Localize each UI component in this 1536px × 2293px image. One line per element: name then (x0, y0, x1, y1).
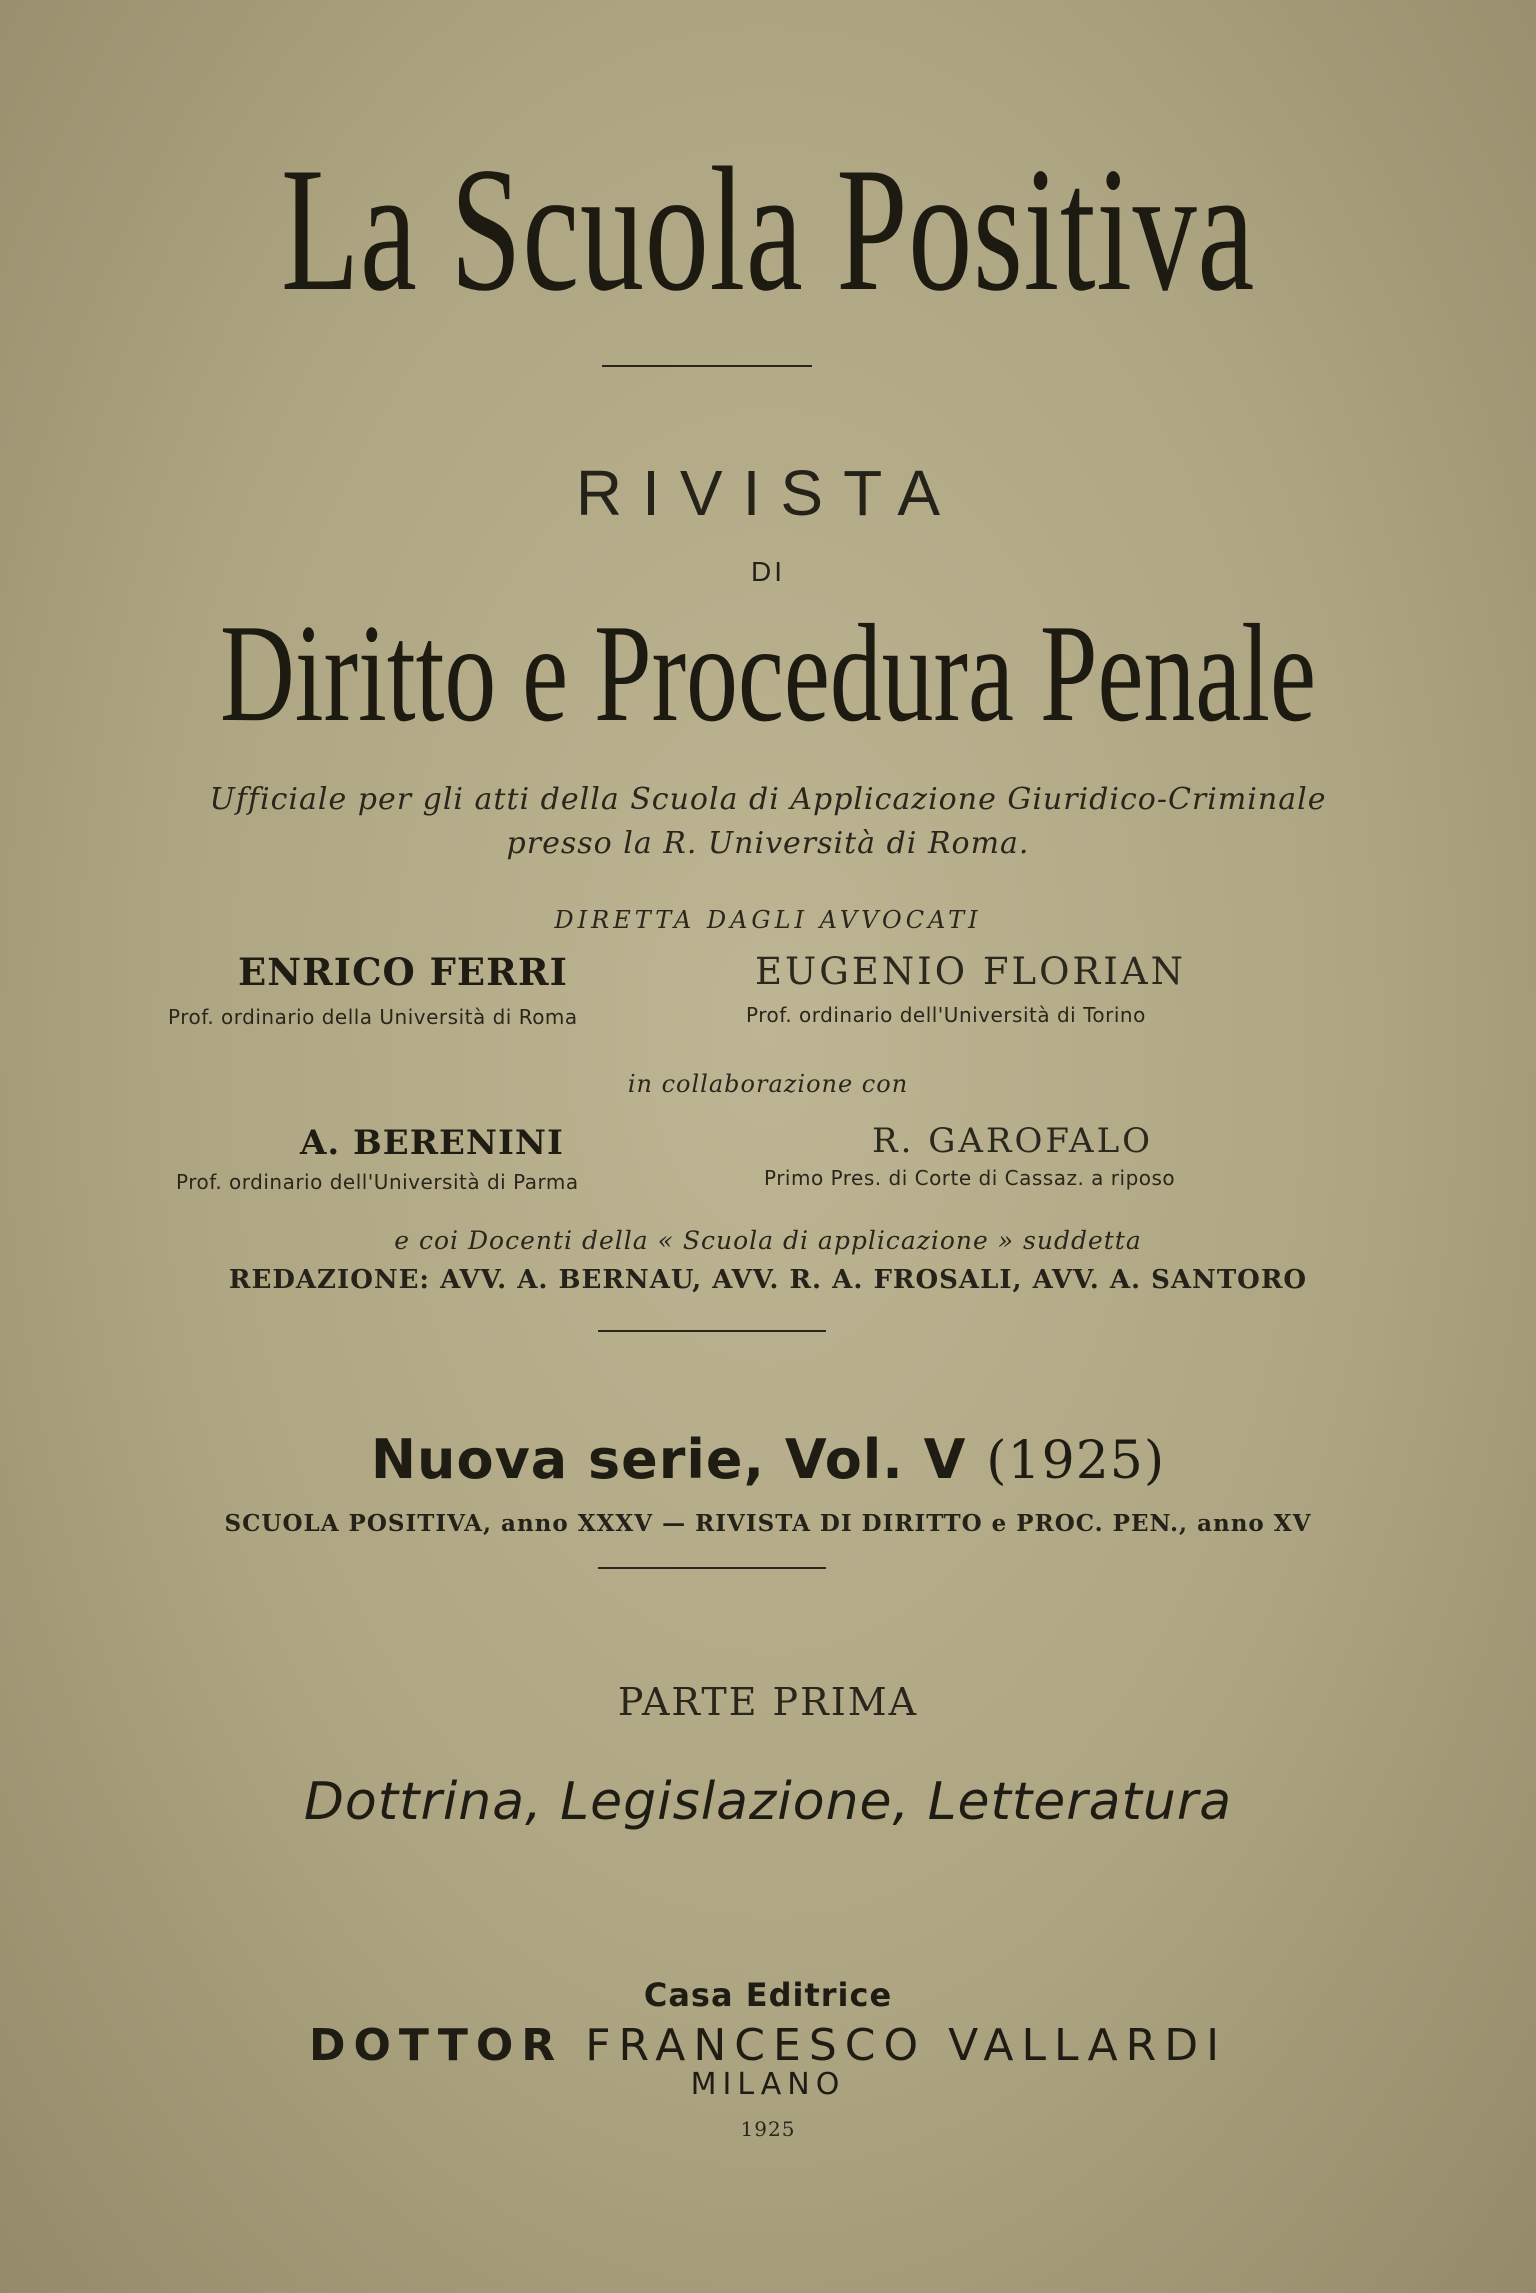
divider-lower (598, 1567, 826, 1569)
publisher-city: MILANO (690, 2067, 846, 2102)
official-line-1: Ufficiale per gli atti della Scuola di Applicazione Giuridico-Criminale (209, 782, 1327, 817)
publisher-name-prefix: DOTTOR (308, 2020, 564, 2071)
redazione-line: REDAZIONE: AVV. A. BERNAU, AVV. R. A. FROSALI, AVV. A. SANTORO (228, 1265, 1308, 1295)
rivista-label: RIVISTA (575, 457, 961, 529)
directors-heading: DIRETTA DAGLI AVVOCATI (554, 906, 982, 934)
volume-series: Nuova serie, Vol. V (370, 1428, 967, 1491)
journal-title: La Scuola Positiva (280, 130, 1256, 328)
director-right-affiliation: Prof. ordinario dell'Università di Torino (746, 1003, 1146, 1027)
volume-heading (0, 1428, 1536, 1491)
collaborator-right-name: R. GAROFALO (872, 1121, 1154, 1161)
director-right-name: EUGENIO FLORIAN (755, 950, 1186, 993)
director-left-affiliation: Prof. ordinario della Università di Roma (168, 1005, 578, 1029)
part-topics: Dottrina, Legislazione, Letteratura (303, 1772, 1233, 1832)
publication-year: 1925 (740, 2117, 796, 2141)
collaborators-heading: in collaborazione con (627, 1070, 909, 1098)
divider-middle (598, 1330, 826, 1332)
collaborator-left-name: A. BERENINI (300, 1123, 564, 1163)
volume-year: (1925) (986, 1431, 1166, 1491)
publisher-name-rest: FRANCESCO VALLARDI (585, 2020, 1228, 2071)
publisher-name (0, 2020, 1536, 2071)
publisher-casa: Casa Editrice (643, 1976, 893, 2014)
faculty-line: e coi Docenti della « Scuola di applicazione » suddetta (394, 1226, 1142, 1255)
official-line-2: presso la R. Università di Roma. (506, 826, 1030, 861)
divider-top (602, 365, 812, 367)
volume-anno-line: SCUOLA POSITIVA, anno XXXV — RIVISTA DI DIRITTO e PROC. PEN., anno XV (224, 1510, 1312, 1537)
collaborator-left-affiliation: Prof. ordinario dell'Università di Parma (176, 1170, 579, 1194)
di-label: DI (751, 556, 785, 587)
part-label: PARTE PRIMA (617, 1680, 919, 1724)
director-left-name: ENRICO FERRI (238, 950, 568, 994)
collaborator-right-affiliation: Primo Pres. di Corte di Cassaz. a riposo (764, 1166, 1176, 1190)
journal-subtitle: Diritto e Procedura Penale (219, 596, 1317, 751)
